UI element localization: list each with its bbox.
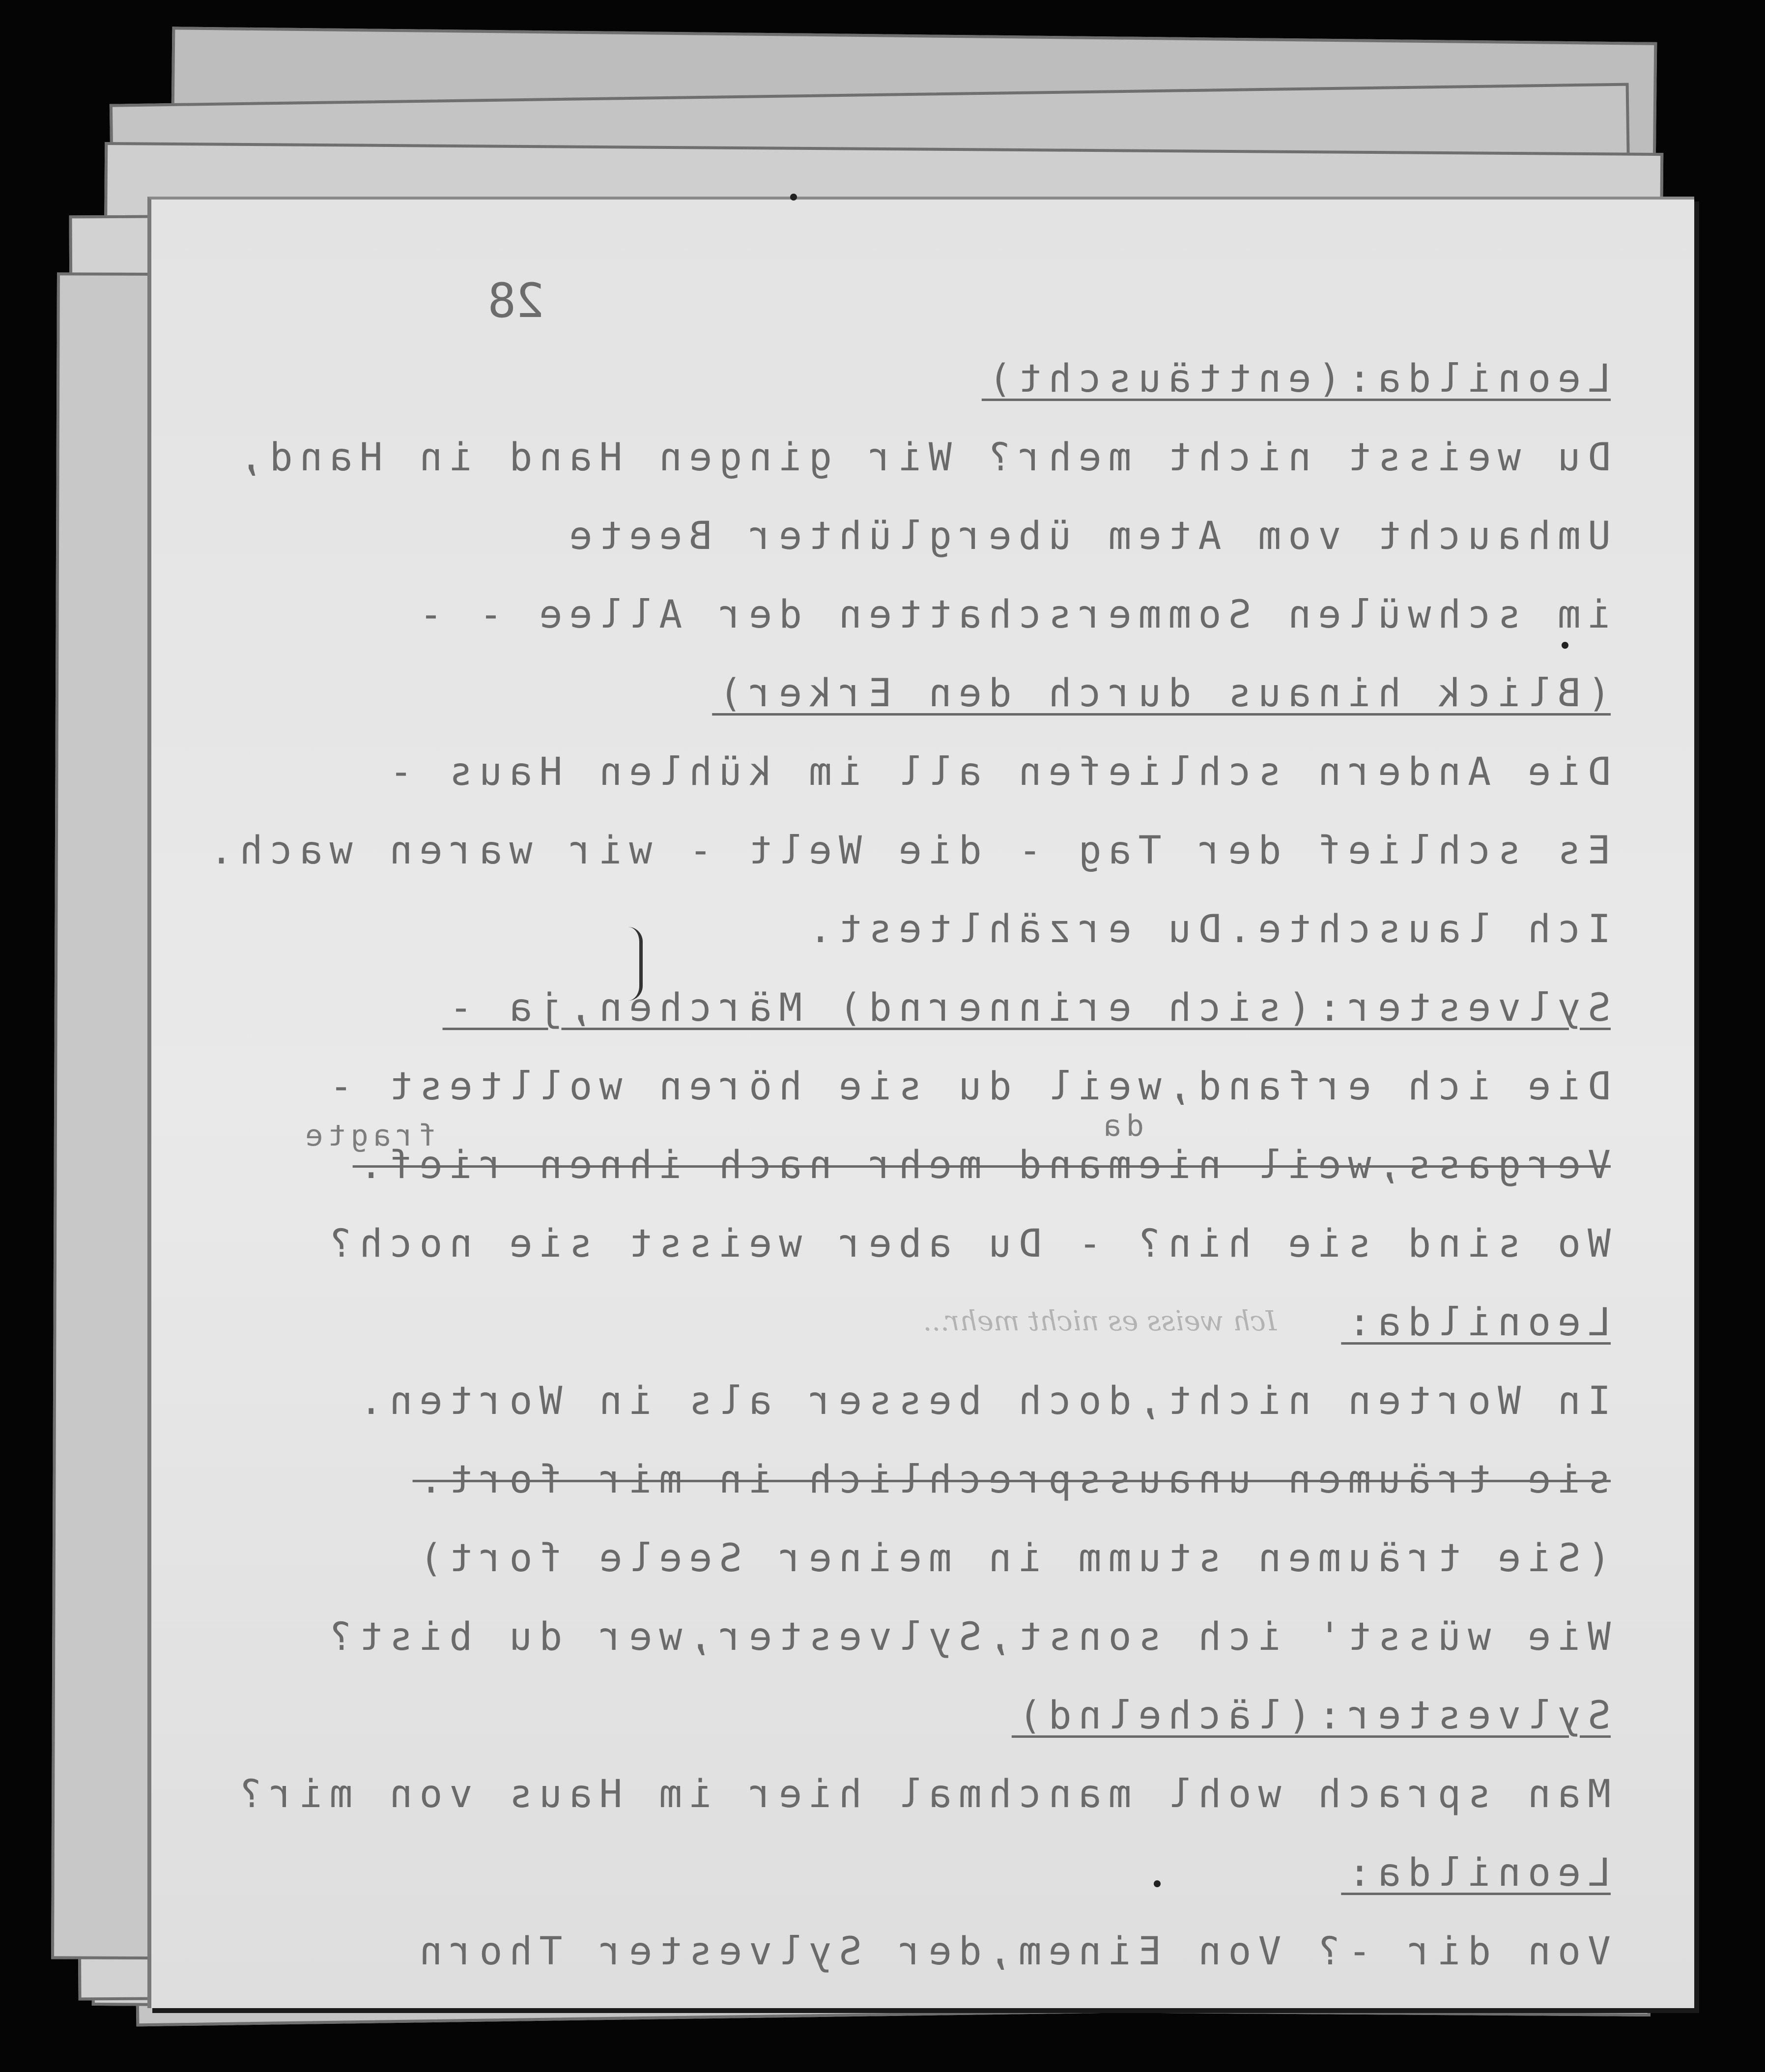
text-line: Sylvester:(sich erinnernd) Märchen,ja - [442,986,1611,1030]
insertion-fragte: fragte [300,1119,436,1153]
typescript-page [147,197,1694,2008]
text-line: Wie wüsst' ich sonst,Sylvester,wer du bist? [322,1615,1611,1659]
text-line: Leonilda:(enttäuscht) [981,357,1611,401]
text-line: Du weisst nicht mehr? Wir gingen Hand in Hand, [232,435,1611,480]
text-line: In Worten nicht,doch besser als in Worten. [352,1379,1611,1423]
text-line: Von dir -? Von Einem,der Sylvester Thorn [412,1929,1611,1974]
text-line: Vergass,weil niemand mehr nach ihnen rief. [352,1143,1611,1187]
insertion-da: da [1098,1109,1144,1143]
text-line: (Sie träumen stumm in meiner Seele fort) [412,1536,1611,1581]
text-line: Ich lauschte.Du erzähltest. [802,907,1611,951]
spot-mark [1154,1880,1161,1887]
text-line: sie träumen unaussprechlich in mir fort. [412,1458,1611,1502]
page-number: 28 [487,273,544,328]
text-line: im schwülen Sommerschatten der Allee - - [412,593,1611,637]
text-line: Man sprach wohl manchmal hier im Haus von mir? [232,1772,1611,1816]
text-line: Umhaucht vom Atem überglühter Beete [562,514,1611,558]
text-line: Leonilda: [1341,1300,1611,1345]
text-line: Sylvester:(lächelnd) [1011,1694,1611,1738]
text-line: Wo sind sie hin? - Du aber weisst sie noch? [322,1222,1611,1266]
spot-mark [790,194,797,201]
text-line: Die ich erfand,weil du sie hören wolltest - [322,1065,1611,1109]
text-line: Es schlief der Tag - die Welt - wir waren wach. [202,829,1611,873]
text-line: (Blick hinaus durch den Erker) [712,671,1611,716]
text-line: Die Andern schliefen all im kühlen Haus - [382,750,1611,794]
handwritten-bracket-mark [620,927,643,1001]
mirrored-text-block [151,200,1694,2008]
pencil-note: Ich weiss es nicht mehr... [923,1305,1277,1337]
text-line: Leonilda: [1341,1851,1611,1895]
spot-mark [1562,642,1568,649]
